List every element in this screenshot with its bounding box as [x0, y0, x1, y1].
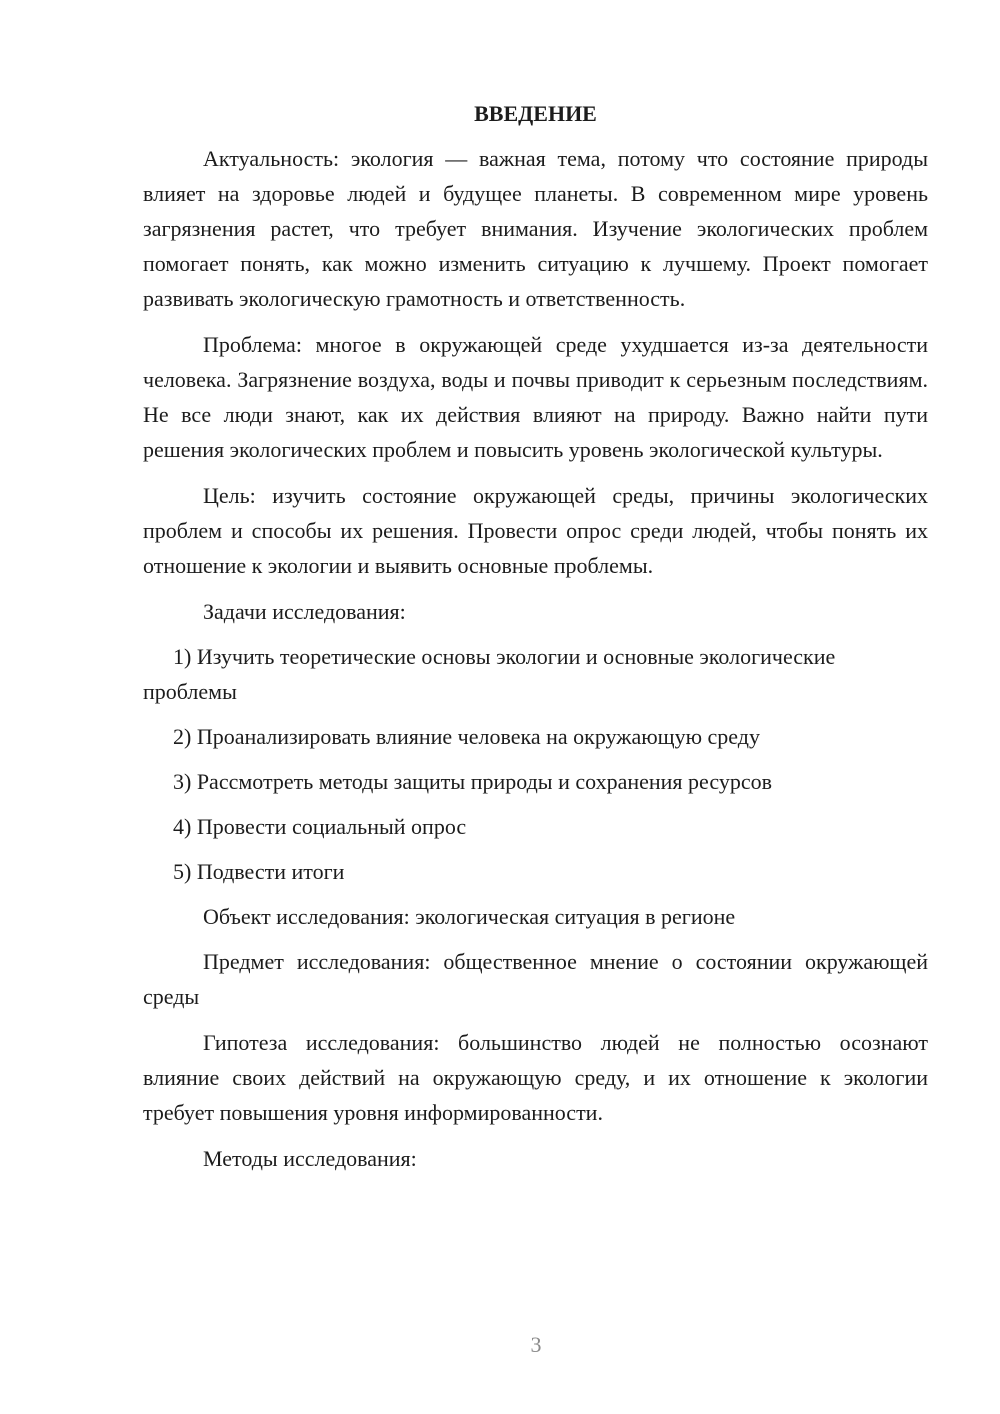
goal-paragraph: Цель: изучить состояние окружающей среды, причины экологических проблем и способы их решения. Провести опрос среди людей, чтобы понять их отношение к экологии и выявить основные проблемы.	[143, 483, 928, 578]
methods-heading: Методы исследования:	[203, 1146, 417, 1171]
task-item-5: 5) Подвести итоги	[173, 859, 345, 884]
tasks-heading: Задачи исследования:	[203, 599, 406, 624]
research-hypothesis: Гипотеза исследования: большинство людей не полностью осознают влияние своих действий на окружающую среду, и их отношение к экологии требует повышения уровня информированности.	[143, 1030, 928, 1125]
task-item-2: 2) Проанализировать влияние человека на окружающую среду	[173, 724, 760, 749]
task-item-3: 3) Рассмотреть методы защиты природы и сохранения ресурсов	[173, 769, 772, 794]
task-item-1: 1) Изучить теоретические основы экологии и основные экологические проблемы	[143, 644, 836, 704]
document-body	[143, 96, 928, 1186]
page-number: 3	[530, 1332, 542, 1357]
relevance-paragraph: Актуальность: экология — важная тема, потому что состояние природы влияет на здоровье людей и будущее планеты. В современном мире уровень загрязнения растет, что требует внимания. Изучение экологических проблем помогает понять, как можно изменить ситуацию к лучшему. Проект помогает развивать экологическую грамотность и ответственность.	[143, 146, 928, 311]
research-subject: Предмет исследования: общественное мнение о состоянии окружающей среды	[143, 949, 928, 1009]
research-object: Объект исследования: экологическая ситуация в регионе	[203, 904, 736, 929]
section-title: ВВЕДЕНИЕ	[474, 101, 597, 126]
task-item-4: 4) Провести социальный опрос	[173, 814, 467, 839]
problem-paragraph: Проблема: многое в окружающей среде ухудшается из-за деятельности человека. Загрязнение воздуха, воды и почвы приводит к серьезным последствиям. Не все люди знают, как их действия влияют на природу. Важно найти пути решения экологических проблем и повысить уровень экологической культуры.	[143, 332, 928, 462]
